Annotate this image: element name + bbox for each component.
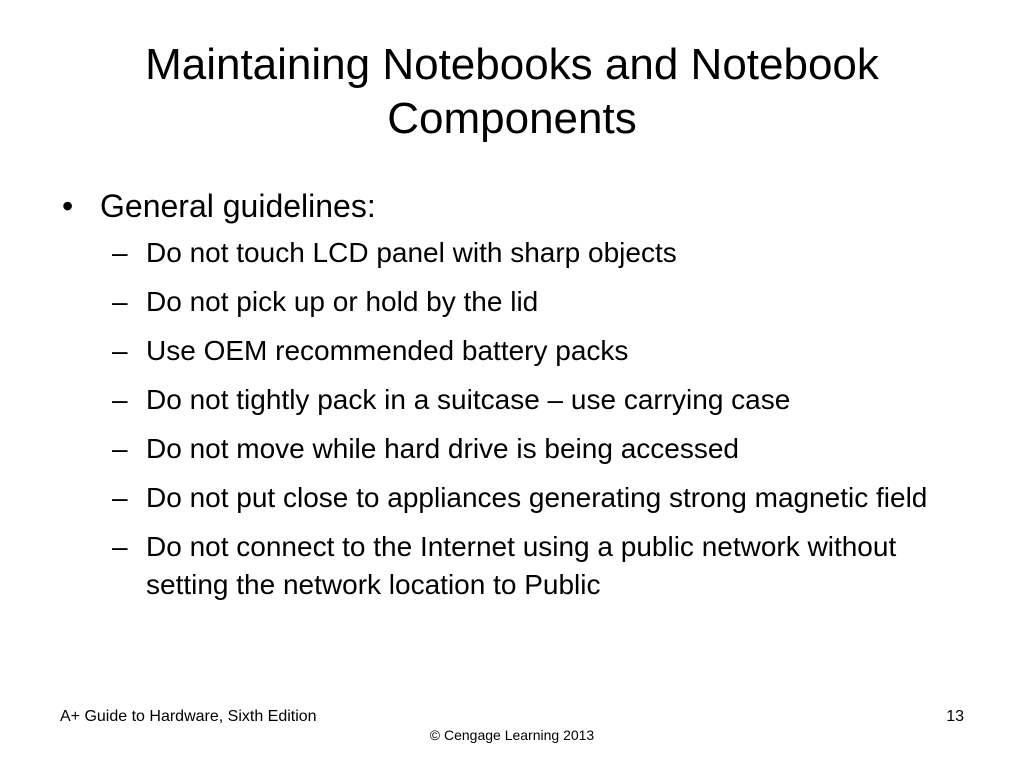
subitem [62, 479, 962, 517]
footer-copyright: © Cengage Learning 2013 [429, 727, 595, 743]
subitem-text: Use OEM recommended battery packs [146, 335, 629, 366]
subitem [62, 332, 962, 370]
dash-marker: – [112, 335, 128, 366]
dash-marker: – [112, 286, 128, 317]
dash-marker: – [112, 531, 128, 562]
subitem-text: Do not pick up or hold by the lid [146, 286, 539, 317]
slide-title: Maintaining Notebooks and Notebook Components [145, 40, 879, 143]
footer-book-title: A+ Guide to Hardware, Sixth Edition [60, 708, 317, 725]
subitem-text: Do not tightly pack in a suitcase – use carrying case [146, 384, 791, 415]
slide-content [62, 186, 962, 615]
subitem [62, 283, 962, 321]
subitem [62, 234, 962, 272]
bullet-text: General guidelines: [100, 188, 376, 224]
subitem-text: Do not put close to appliances generating strong magnetic field [146, 482, 928, 513]
footer-page-number: 13 [946, 708, 964, 725]
dash-marker: – [112, 237, 128, 268]
subitem-text: Do not move while hard drive is being accessed [146, 433, 739, 464]
dash-marker: – [112, 482, 128, 513]
bullet-item [62, 186, 962, 226]
subitem-text: Do not touch LCD panel with sharp objects [146, 237, 677, 268]
subitem-group [62, 234, 962, 604]
subitem [62, 528, 962, 604]
subitem-text: Do not connect to the Internet using a public network without setting the network location to Public [146, 531, 897, 600]
subitem-list [62, 234, 962, 604]
dash-marker: – [112, 433, 128, 464]
subitem [62, 430, 962, 468]
dash-marker: – [112, 384, 128, 415]
bullet-marker: • [62, 188, 74, 224]
subitem [62, 381, 962, 419]
